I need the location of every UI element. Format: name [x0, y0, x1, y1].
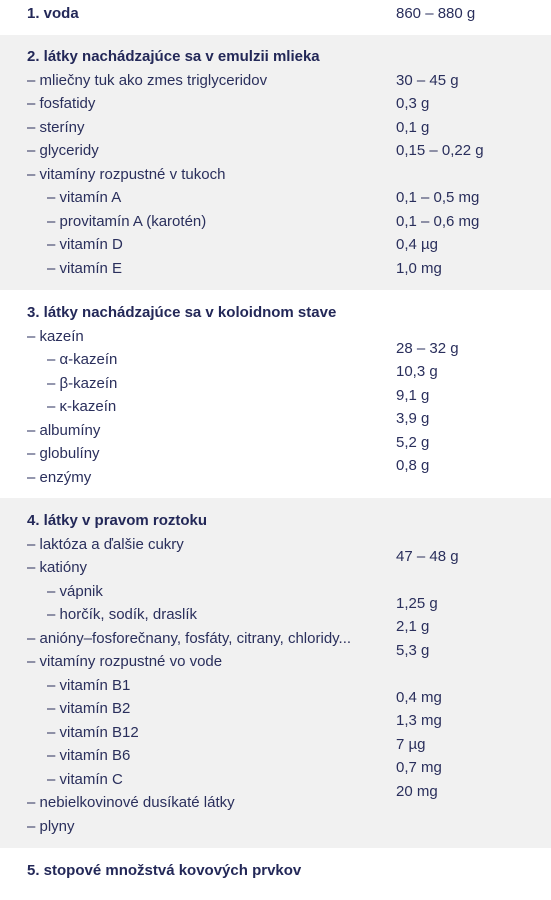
list-item: – mliečny tuk ako zmes triglyceridov [27, 72, 268, 89]
section-water [0, 0, 551, 33]
value: 5,2 g [396, 434, 430, 451]
list-item: – fosfatidy [27, 95, 96, 112]
section-colloid [0, 290, 551, 498]
list-item: – laktóza a ďalšie cukry [27, 536, 184, 553]
value: 9,1 g [396, 387, 430, 404]
section-heading: 2. látky nachádzajúce sa v emulzii mlieka [27, 48, 320, 65]
section-heading: 5. stopové množstvá kovových prvkov [27, 862, 302, 879]
list-item: – vitamín B12 [47, 724, 139, 741]
list-item: – steríny [27, 119, 85, 136]
value: 0,1 – 0,5 mg [396, 189, 480, 206]
list-item: – glyceridy [27, 142, 99, 159]
list-item: – vápnik [47, 583, 103, 600]
list-item: – plyny [27, 818, 75, 835]
section-heading: 3. látky nachádzajúce sa v koloidnom stave [27, 304, 337, 321]
list-item: – horčík, sodík, draslík [47, 606, 198, 623]
value: 7 µg [396, 736, 426, 753]
section-heading: 1. voda [27, 5, 79, 22]
value: 1,0 mg [396, 260, 442, 277]
list-item: – vitamín E [47, 260, 123, 277]
list-item: – vitamín B6 [47, 747, 131, 764]
list-item: – anióny–fosforečnany, fosfáty, citrany, chloridy... [27, 630, 352, 647]
section-heading: 4. látky v pravom roztoku [27, 512, 208, 529]
value: 0,7 mg [396, 759, 442, 776]
section-trace-metals [0, 848, 551, 900]
value: 0,3 g [396, 95, 430, 112]
value: 0,8 g [396, 457, 430, 474]
section-value: 860 – 880 g [396, 5, 476, 22]
value: 30 – 45 g [396, 72, 459, 89]
list-item: – vitamín D [47, 236, 123, 253]
value: 0,1 g [396, 119, 430, 136]
list-item: – vitamín A [47, 189, 122, 206]
list-item: – globulíny [27, 445, 100, 462]
section-true-solution [0, 498, 551, 848]
value: 5,3 g [396, 642, 430, 659]
section-emulsion [0, 35, 551, 290]
list-item: – α-kazeín [47, 351, 118, 368]
value: 28 – 32 g [396, 340, 459, 357]
value: 3,9 g [396, 410, 430, 427]
value: 0,4 mg [396, 689, 442, 706]
list-item: – kazeín [27, 328, 84, 345]
list-item: – vitamín B1 [47, 677, 131, 694]
list-item: – vitamíny rozpustné vo vode [27, 653, 223, 670]
list-item: – albumíny [27, 422, 101, 439]
value: 1,25 g [396, 595, 438, 612]
list-item: – β-kazeín [47, 375, 118, 392]
list-item: – vitamíny rozpustné v tukoch [27, 166, 226, 183]
value: 47 – 48 g [396, 548, 459, 565]
value: 10,3 g [396, 363, 438, 380]
value: 0,4 µg [396, 236, 439, 253]
list-item: – nebielkovinové dusíkaté látky [27, 794, 235, 811]
list-item: – enzýmy [27, 469, 92, 486]
list-item: – vitamín B2 [47, 700, 131, 717]
value: 2,1 g [396, 618, 430, 635]
value: 0,1 – 0,6 mg [396, 213, 480, 230]
list-item: – κ-kazeín [47, 398, 117, 415]
list-item: – provitamín A (karotén) [47, 213, 207, 230]
value: 0,15 – 0,22 g [396, 142, 484, 159]
value: 20 mg [396, 783, 438, 800]
value: 1,3 mg [396, 712, 442, 729]
list-item: – katióny [27, 559, 88, 576]
list-item: – vitamín C [47, 771, 123, 788]
